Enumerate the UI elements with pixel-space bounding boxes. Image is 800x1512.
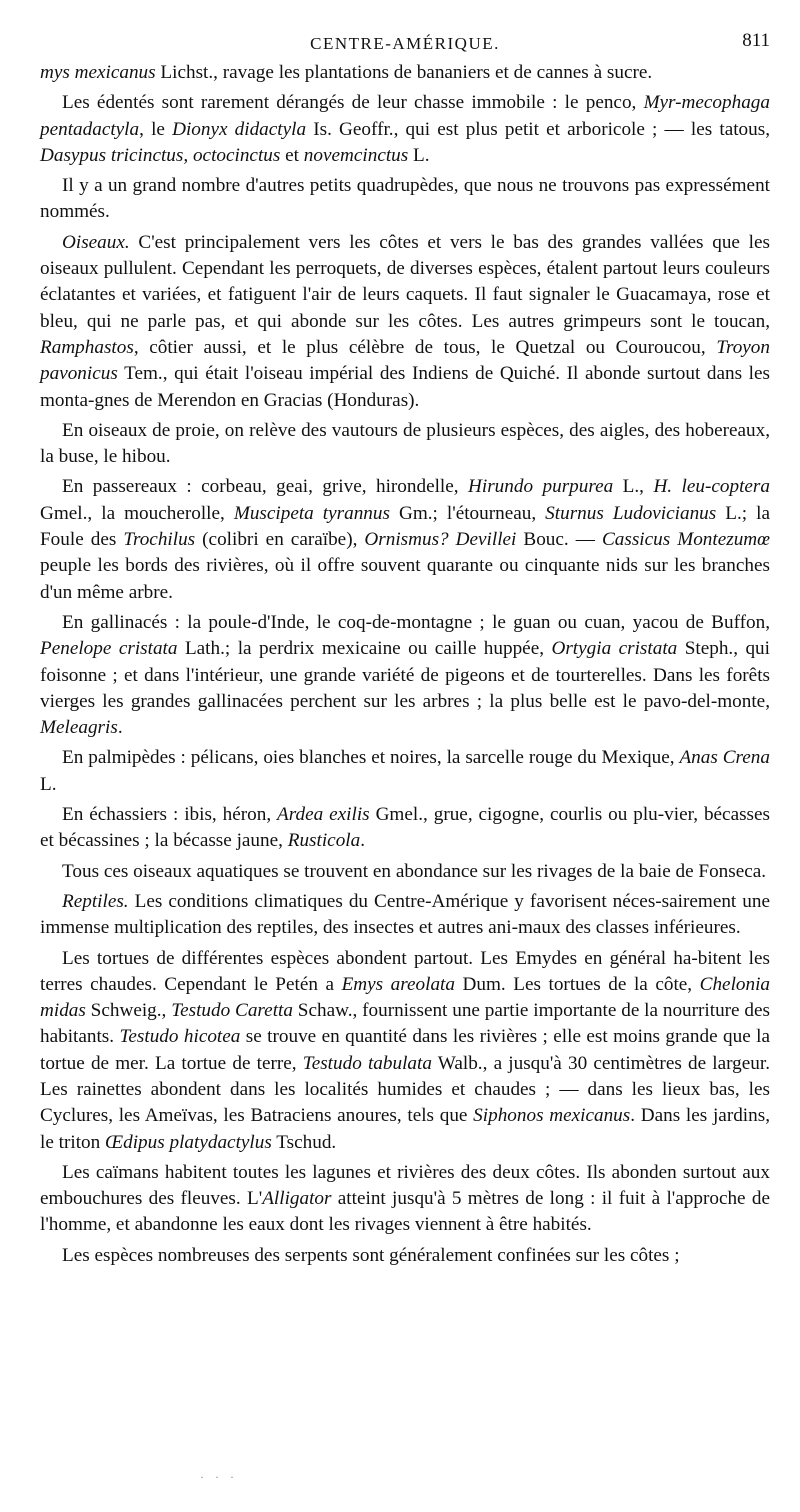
text-run: Tschud.	[271, 1131, 337, 1153]
italic-run: Ardea exilis	[277, 804, 370, 826]
italic-run: Meleagris	[40, 717, 118, 739]
text-run: et	[280, 144, 304, 166]
text-run: Les édentés sont rarement dérangés de leur chasse immobile : le penco,	[62, 92, 644, 114]
text-run: Les caïmans habitent toutes les lagunes et rivières des deux côtes. Ils abonden surtout aux embouchures des fleuves. L'	[40, 1161, 770, 1210]
italic-run: Myr-mecophaga pentadactyla	[40, 92, 770, 140]
italic-run: Ortygia cristata	[551, 638, 678, 660]
page-header	[40, 28, 770, 60]
text-run: Steph., qui foisonne ; et dans l'intérieur, une grande variété de pigeons et de tourterelles. Dans les forêts vierges les grandes gallinacées perchent sur les arbres ; la plus belle est le pavo-del-monte,	[40, 638, 770, 712]
italic-run: Œdipus platydactylus	[105, 1131, 272, 1153]
italic-run: Testudo hicotea	[119, 1026, 241, 1048]
text-run: .	[360, 830, 366, 852]
italic-run: Oiseaux.	[62, 231, 130, 253]
text-run: Tous ces oiseaux aquatiques se trouvent en abondance sur les rivages de la baie de Fonseca.	[62, 860, 767, 882]
paragraph	[40, 418, 770, 471]
text-run: Schweig.,	[85, 1000, 172, 1022]
paragraph	[40, 173, 770, 226]
italic-run: Siphonos mexicanus	[473, 1105, 631, 1127]
italic-run: Trochilus	[123, 529, 196, 551]
paragraph	[40, 60, 770, 86]
body-text	[40, 60, 770, 1269]
paragraph	[40, 610, 770, 741]
text-run: En passereaux : corbeau, geai, grive, hirondelle,	[62, 476, 469, 498]
text-run: En palmipèdes : pélicans, oies blanches et noires, la sarcelle rouge du Mexique,	[62, 747, 680, 769]
paragraph	[40, 946, 770, 1156]
text-run: Lath.; la perdrix mexicaine ou caille huppée,	[177, 638, 552, 660]
italic-run: Chelonia midas	[40, 973, 771, 1022]
italic-run: Penelope cristata	[40, 638, 178, 660]
italic-run: Cassicus Montezumœ	[601, 529, 770, 551]
text-run: Les conditions climatiques du Centre-Amérique y favorisent néces-sairement une immense multiplication des reptiles, des insectes et autres ani-maux des classes inférieures.	[40, 890, 770, 939]
text-run: Dum. Les tortues de la côte,	[454, 973, 700, 995]
text-run: Schaw., fournissent une partie importante de la nourriture des habitants.	[40, 1000, 770, 1048]
text-run: Gm.; l'étourneau,	[389, 502, 546, 524]
italic-run: Emys areolata	[341, 973, 455, 995]
paragraph	[40, 1160, 770, 1239]
text-run: Gmel., la moucherolle,	[40, 502, 234, 524]
footer-marks: · · ·	[200, 1470, 238, 1484]
paragraph	[40, 230, 770, 414]
paragraph	[40, 474, 770, 605]
text-run: , le	[139, 118, 173, 140]
text-run: L.; la Foule des	[40, 502, 770, 551]
text-run: se trouve en quantité dans les rivières ; elle est moins grande que la tortue de mer. La tortue de terre,	[40, 1026, 770, 1074]
italic-run: Hirundo purpurea	[468, 476, 614, 498]
italic-run: Ornismus? Devillei	[364, 529, 517, 551]
page-number: 811	[742, 30, 770, 51]
text-run: L.	[408, 144, 430, 166]
italic-run: novemcinctus	[303, 144, 409, 166]
text-run: Bouc. —	[516, 529, 602, 551]
text-run: Lichst., ravage les plantations de bananiers et de cannes à sucre.	[155, 62, 653, 83]
italic-run: Troyon pavonicus	[40, 336, 770, 385]
italic-run: Anas Crena	[679, 747, 770, 769]
italic-run: Testudo Caretta	[171, 1000, 293, 1022]
text-run: .	[117, 717, 123, 739]
running-head: CENTRE-AMÉRIQUE.	[310, 34, 500, 53]
italic-run: Ramphastos	[40, 336, 134, 358]
text-run: Walb., a jusqu'à 30 centimètres de largeur. Les rainettes abondent dans les localités humides et chaudes ; — dans les lieux bas, les Cyclures, les Ameïvas, les Batraciens anoures, tels que	[40, 1052, 771, 1127]
paragraph	[40, 889, 770, 942]
italic-run: Rusticola	[287, 830, 361, 852]
text-run: , côtier aussi, et le plus célèbre de tous, le Quetzal ou Couroucou,	[133, 336, 717, 358]
italic-run: mys mexicanus	[40, 62, 156, 83]
italic-run: Muscipeta tyrannus	[233, 502, 390, 524]
text-run: Il y a un grand nombre d'autres petits quadrupèdes, que nous ne trouvons pas expressément nommés.	[40, 175, 770, 223]
text-run: Tem., qui était l'oiseau impérial des Indiens de Quiché. Il abonde surtout dans les monta-gnes de Merendon en Gracias (Honduras).	[40, 363, 770, 411]
text-run: (colibri en caraïbe),	[195, 529, 365, 551]
text-run: . Dans les jardins, le triton	[40, 1105, 770, 1153]
text-run: Is. Geoffr., qui est plus petit et arboricole ; — les tatous,	[306, 118, 771, 140]
paragraph	[40, 90, 770, 169]
italic-run: Dionyx didactyla	[172, 118, 307, 140]
italic-run: Reptiles.	[62, 890, 129, 912]
italic-run: Dasypus tricinctus, octocinctus	[40, 144, 281, 166]
text-run: atteint jusqu'à 5 mètres de long : il fuit à l'approche de l'homme, et abandonne les eaux dont les rivages viennent à être habités.	[40, 1188, 770, 1236]
text-run: En gallinacés : la poule-d'Inde, le coq-de-montagne ; le guan ou cuan, yacou de Buffon,	[62, 611, 770, 633]
text-run: L.	[40, 773, 57, 795]
text-run: Les tortues de différentes espèces abondent partout. Les Emydes en général ha-bitent les terres chaudes. Cependant le Petén a	[40, 947, 770, 995]
italic-run: Sturnus Ludovicianus	[545, 502, 717, 524]
paragraph	[40, 859, 770, 885]
paragraph	[40, 1243, 770, 1269]
text-run: C'est principalement vers les côtes et vers le bas des grandes vallées que les oiseaux pullulent. Cependant les perroquets, de diverses espèces, étalent partout leurs couleurs éclatantes et variées, et fatiguent l'air de leurs caquets. Il faut signaler le Guacamaya, rose et bleu, qui ne parle pas, et qui abonde sur les côtes. Les autres grimpeurs sont le toucan,	[40, 231, 770, 332]
text-run: En oiseaux de proie, on relève des vautours de plusieurs espèces, des aigles, des hobereaux, la buse, le hibou.	[40, 419, 770, 468]
text-run: Les espèces nombreuses des serpents sont généralement confinées sur les côtes ;	[62, 1244, 680, 1266]
paragraph	[40, 802, 770, 855]
text-run: En échassiers : ibis, héron,	[62, 804, 278, 826]
paragraph	[40, 745, 770, 798]
text-run: L.,	[613, 476, 654, 498]
text-run: peuple les bords des rivières, où il offre souvent quarante ou cinquante nids sur les branches d'un même arbre.	[40, 555, 770, 603]
italic-run: H. leu-coptera	[653, 476, 770, 498]
italic-run: Alligator	[262, 1188, 332, 1210]
italic-run: Testudo tabulata	[302, 1052, 432, 1074]
text-run: Gmel., grue, cigogne, courlis ou plu-vier, bécasses et bécassines ; la bécasse jaune,	[40, 804, 771, 852]
